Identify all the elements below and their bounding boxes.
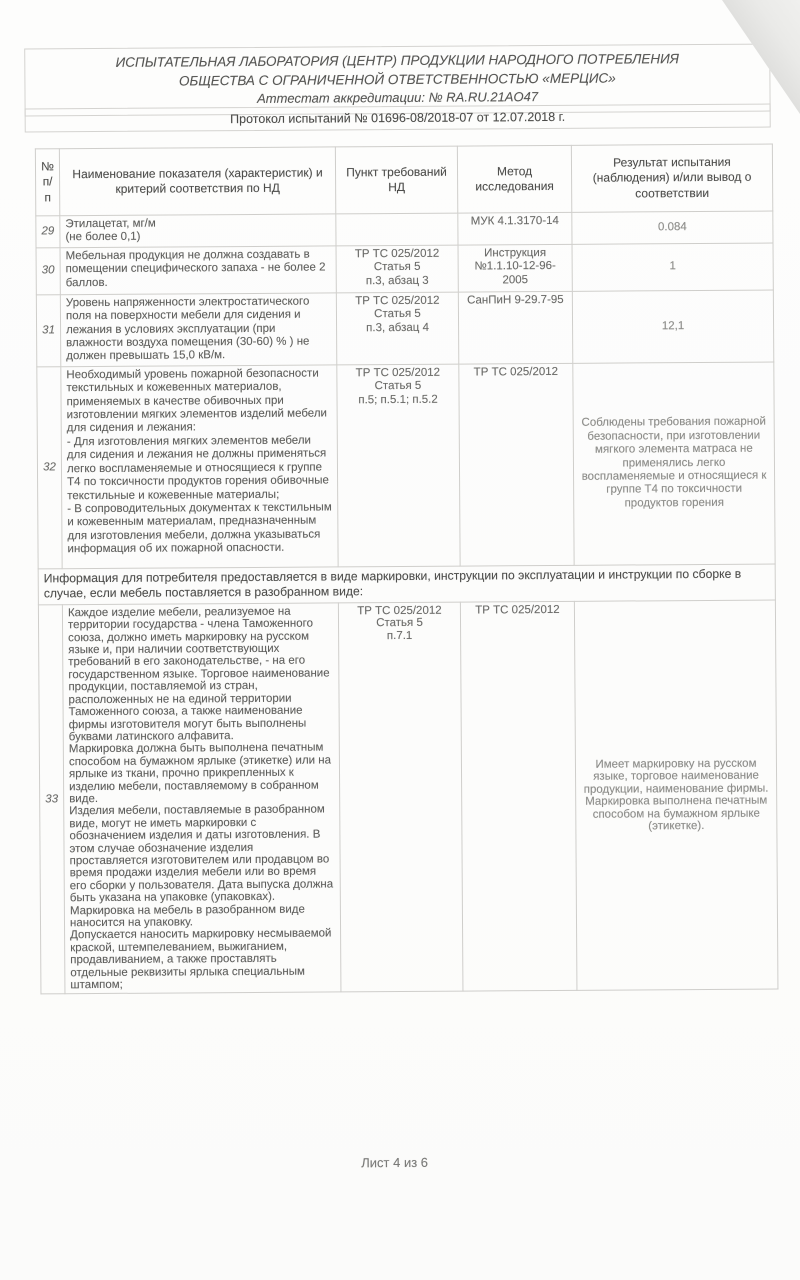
cell-method: Инструкция №1.1.10-12-96- 2005 bbox=[458, 244, 572, 292]
cell-method: МУК 4.1.3170-14 bbox=[458, 212, 572, 245]
cell-result: Имеет маркировку на русском языке, торговое наименование продукции, наименование фирмы. Маркировка выполнена печатным способом на бумажном ярлыке (этикетке). bbox=[574, 600, 778, 991]
page-number: Лист 4 из 6 bbox=[361, 1154, 429, 1171]
table-header-row bbox=[35, 144, 772, 216]
cell-name: Мебельная продукция не должна создавать в помещении специфического запаха - не более 2 баллов. bbox=[60, 246, 336, 295]
protocol-title: Протокол испытаний № 01696-08/2018-07 от 12.07.2018 г. bbox=[25, 104, 771, 133]
cell-norm bbox=[336, 213, 458, 246]
laboratory-name-line2: ОБЩЕСТВА С ОГРАНИЧЕННОЙ ОТВЕТСТВЕННОСТЬЮ «МЕРЦИС» bbox=[178, 70, 616, 88]
table-row bbox=[36, 211, 773, 248]
cell-num: 31 bbox=[36, 295, 60, 367]
table-row bbox=[38, 600, 778, 994]
cell-method: ТР ТС 025/2012 bbox=[460, 601, 577, 991]
table-row bbox=[36, 243, 773, 295]
column-header-0: № п/п bbox=[35, 149, 59, 216]
cell-result: Соблюдены требования пожарной безопасности, при изготовлении мягкого элемента матраса не применялись легко воспламеняемые и относящиеся к группе Т4 по токсичности продуктов горения bbox=[573, 362, 775, 565]
cell-method: СанПиН 9-29.7-95 bbox=[458, 291, 572, 364]
cell-norm: ТР ТС 025/2012 Статья 5 п.7.1 bbox=[338, 602, 463, 992]
cell-method: ТР ТС 025/2012 bbox=[459, 363, 574, 566]
cell-num: 33 bbox=[38, 605, 65, 995]
column-header-4: Результат испытания (наблюдения) и/или вывод о соответствии bbox=[571, 144, 772, 212]
cell-name: Каждое изделие мебели, реализуемое на территории государства - члена Таможенного союза, должно иметь маркировку на русском языке и, при наличии соответствующих требований в его законодательстве, - на его государственном языке. Торговое наименование продукции, поставляемой из стран, расположенных не на единой территории Таможенного союза, а также наименование фирмы изготовителя могут быть выполнены буквами латинского алфавита. Маркировка должна быть выполнена печатным способом на бумажном ярлыке (этикетке) или на ярлыке из ткани, прочно прикрепленных к изделию мебели, поставляемому в собранном виде. Изделия мебели, поставляемые в разобранном виде, могут не иметь маркировки с обозначением изделия и даты изготовления. В этом случае обозначение изделия проставляется изготовителем или продавцом во время продажи изделия мебели или во время его сборки у пользователя. Дата выпуска должна быть указана на упаковке (упаковках). Маркировка на мебель в разобранном виде наносится на упаковку. Допускается наносить маркировку несмываемой краской, штемпелеванием, выжиганием, продавливанием, а также проставлять отдельные реквизиты ярлыка специальным штампом; bbox=[62, 603, 341, 994]
cell-num: 30 bbox=[36, 248, 60, 295]
cell-norm: ТР ТС 025/2012 Статья 5 п.3, абзац 3 bbox=[336, 245, 458, 293]
table-section-row bbox=[38, 564, 775, 605]
section-header-text: Информация для потребителя предоставляется в виде маркировки, инструкции по эксплуатации и инструкции по сборке в случае, если мебель поставляется в разобранном виде: bbox=[38, 564, 775, 605]
results-table-body bbox=[36, 211, 778, 994]
cell-norm: ТР ТС 025/2012 Статья 5 п.3, абзац 4 bbox=[336, 292, 458, 365]
table-row bbox=[36, 290, 773, 367]
column-header-3: Метод исследования bbox=[457, 145, 571, 213]
cell-norm: ТР ТС 025/2012 Статья 5 п.5; п.5.1; п.5.2 bbox=[337, 364, 460, 567]
cell-result: 12,1 bbox=[572, 290, 773, 363]
cell-name: Необходимый уровень пожарной безопасности текстильных и кожевенных материалов, применяемых в качестве обивочных при изготовлении мягких элементов изделий мебели для сидения и лежания: - Для изготовления мягких элементов мебели для сидения и лежания не должны применяться легко воспламеняемые и относящиеся к группе Т4 по токсичности продуктов горения обивочные текстильные и кожевенные материалы; - В сопроводительных документах к текстильным и кожевенным материалам, предназначенным для изготовления мебели, должна указываться информация об их пожарной опасности. bbox=[61, 365, 338, 569]
cell-result: 1 bbox=[572, 243, 773, 291]
results-table-head bbox=[35, 144, 772, 216]
cell-num: 29 bbox=[36, 216, 60, 248]
cell-name: Этилацетат, мг/м (не более 0,1) bbox=[60, 214, 336, 248]
test-results-table bbox=[35, 144, 779, 995]
column-header-2: Пункт требований НД bbox=[335, 146, 457, 214]
laboratory-name-line1: ИСПЫТАТЕЛЬНАЯ ЛАБОРАТОРИЯ (ЦЕНТР) ПРОДУКЦИИ НАРОДНОГО ПОТРЕБЛЕНИЯ bbox=[115, 51, 679, 70]
column-header-1: Наименование показателя (характеристик) и критерий соответствия по НД bbox=[59, 147, 335, 216]
cell-num: 32 bbox=[37, 367, 62, 569]
table-row bbox=[37, 362, 775, 569]
accreditation-number: Аттестат аккредитации: № RA.RU.21AO47 bbox=[256, 89, 539, 106]
cell-name: Уровень напряженности электростатического поля на поверхности мебели для сидения и лежания в условиях эксплуатации (при влажности воздуха помещения (30-60) % ) не должен превышать 15,0 кВ/м. bbox=[60, 293, 336, 367]
cell-result: 0.084 bbox=[572, 211, 773, 244]
